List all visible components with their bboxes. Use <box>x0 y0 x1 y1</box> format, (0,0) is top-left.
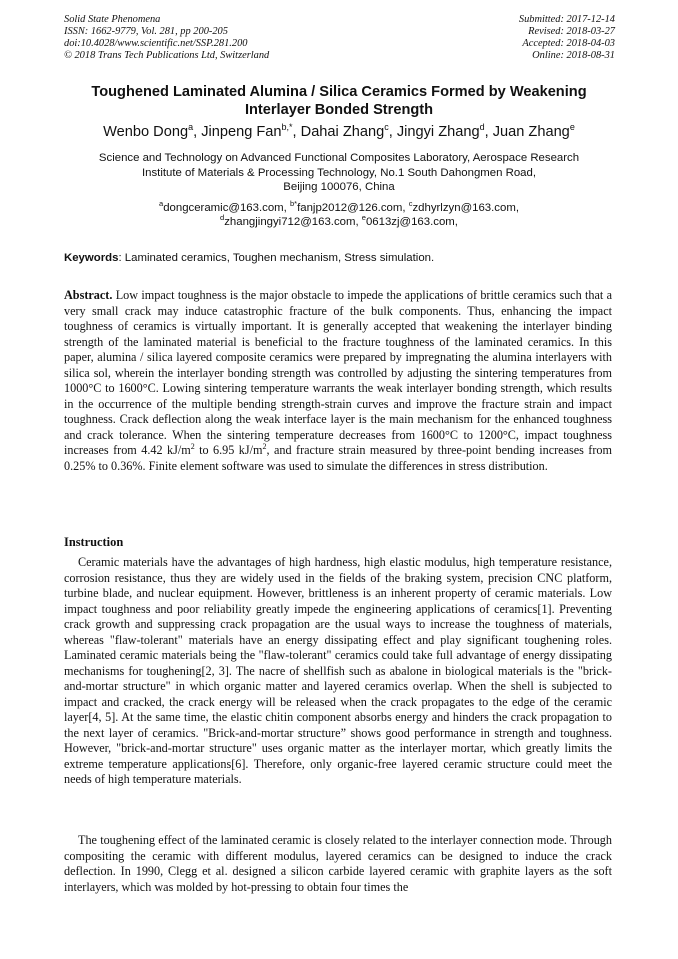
author-mark: c <box>384 122 389 132</box>
email-address[interactable]: 0613zj@163.com, <box>365 216 458 228</box>
section-heading: Instruction <box>64 535 124 549</box>
affiliation-line: Beijing 100076, China <box>283 181 395 194</box>
keywords <box>64 251 624 265</box>
author-mark: b,* <box>281 122 293 132</box>
abstract-text: , and fracture strain measured by three-point bending increases from 0.25% to 0.36%. Finite element software was used to simulate the differences in stress distribution. <box>64 443 612 473</box>
dates-info <box>519 14 615 62</box>
author-separator: , <box>193 124 202 140</box>
author-mark: e <box>569 122 575 132</box>
author-mark: d <box>479 122 485 132</box>
author-emails <box>60 201 618 229</box>
email-mark: d <box>220 213 225 222</box>
author-name: Wenbo Dong <box>103 124 189 140</box>
keywords-text: : Laminated ceramics, Toughen mechanism, Stress simulation. <box>118 252 435 264</box>
email-address[interactable]: zhangjingyi712@163.com, <box>224 216 362 228</box>
email-line <box>60 215 618 229</box>
abstract-text: to 6.95 kJ/m <box>194 443 263 457</box>
author-name: Juan Zhang <box>492 124 570 140</box>
email-address[interactable]: fanjp2012@126.com, <box>297 202 409 214</box>
author-separator: , <box>292 124 301 140</box>
author-name: Jinpeng Fan <box>201 124 282 140</box>
abstract <box>64 288 612 474</box>
author-list <box>40 123 638 141</box>
email-address[interactable]: zdhyrlzyn@163.com, <box>412 202 519 214</box>
journal-name: Solid State Phenomena <box>64 14 161 25</box>
abstract-text: Low impact toughness is the major obstacle to impede the applications of brittle ceramics such that a very small crack may induce catastrophic fracture of the bulk components. Thus, enhancing the impact toughness of ceramics is virtually important. It is generally accepted that weakening the interlayer binding strength of the laminated material is beneficial to the fracture toughness of the laminated ceramics. In this paper, alumina / silica layered composite ceramics were prepared by impregnating the alumina interlayers with silica sol, wherein the interlayer bonding strength was controlled by adjusting the sintering temperatures from 1000°C to 1600°C. Lowing sintering temperature warrants the weak interlayer bonding strength, which results in the occurrence of the multiple bending strength-strain curves and improve the fracture strain and impact toughness. Crack deflection along the weak interface layer is the main mechanism for the enhanced toughness and crack tolerance. When the sintering temperature decreases from 1600°C to 1200°C, impact toughness increases from 4.42 kJ/m <box>64 288 612 457</box>
unit-superscript: 2 <box>262 442 267 451</box>
affiliation-line: Science and Technology on Advanced Functional Composites Laboratory, Aerospace Research <box>98 152 580 164</box>
affiliation <box>60 151 618 195</box>
author-mark: a <box>188 122 194 132</box>
email-line <box>60 201 618 215</box>
email-mark: c <box>408 199 413 208</box>
intro-paragraph: Ceramic materials have the advantages of high hardness, high elastic modulus, high temperature resistance, corrosion resistance, thus they are widely used in the fields of the braking system, precision CNC platform, turbine blade, and nuclear equipment. However, brittleness is an inherent property of ceramic materials. Low impact toughness and poor reliability greatly impede the engineering applications of ceramics[1]. Preventing crack growth and suppressing crack propagation are the usual ways to increase the toughness of materials, whereas "flaw-tolerant" materials have an energy dissipating effect and play significant toughening roles. Laminated ceramic materials being the "flaw-tolerant" ceramics could take full advantage of energy dissipating mechanisms for toughening[2, 3]. The nacre of shellfish such as abalone in biological materials is the "brick-and-mortar structure" in which organic matter and layered ceramics overlap. When the shell is subjected to impact and cracked, the crack energy will be released when the crack propagates to the edge of the ceramic layer[4, 5]. At the same time, the elastic chitin component absorbs energy and hinders the crack propagation to the next layer of ceramics. "Brick-and-mortar structure” shows good performance in strength and toughness. However, "brick-and-mortar structure" uses organic matter as the interlayer mortar, which greatly limits the extreme temperature applications[6]. Therefore, only organic-free layered ceramic structure could meet the needs of high temperature materials. <box>64 555 612 786</box>
intro-paragraph: The toughening effect of the laminated ceramic is closely related to the interlayer connection mode. Through compositing the ceramic with different modulus, layered ceramics can be designed to induce the crack deflection. In 1990, Clegg et al. designed a silicon carbide layered ceramic with graphite layers as the soft interlayers, which was molded by hot-pressing to obtain four times the <box>64 833 612 894</box>
email-mark: a <box>159 199 164 208</box>
revised-date: Revised: 2018-03-27 <box>528 26 615 37</box>
author-separator: , <box>388 124 397 140</box>
abstract-lead: Abstract. <box>64 288 113 302</box>
journal-info <box>64 14 269 62</box>
submitted-date: Submitted: 2017-12-14 <box>518 14 615 25</box>
affiliation-line: Institute of Materials & Processing Technology, No.1 South Dahongmen Road, <box>141 166 537 179</box>
issn-line: ISSN: 1662-9779, Vol. 281, pp 200-205 <box>64 26 228 37</box>
doi-line: doi:10.4028/www.scientific.net/SSP.281.200 <box>64 38 248 49</box>
email-address[interactable]: dongceramic@163.com, <box>163 202 290 214</box>
paper-title: Toughened Laminated Alumina / Silica Ceramics Formed by Weakening Interlayer Bonded Strength <box>91 84 587 118</box>
keywords-label: Keywords <box>64 252 119 264</box>
email-mark: e <box>361 213 366 222</box>
online-date: Online: 2018-08-31 <box>532 50 615 61</box>
accepted-date: Accepted: 2018-04-03 <box>522 38 615 49</box>
copyright-line: © 2018 Trans Tech Publications Ltd, Switzerland <box>64 50 270 61</box>
author-name: Jingyi Zhang <box>396 124 480 140</box>
email-mark: b* <box>289 199 298 208</box>
unit-superscript: 2 <box>190 442 195 451</box>
author-separator: , <box>484 124 493 140</box>
author-name: Dahai Zhang <box>300 124 385 140</box>
